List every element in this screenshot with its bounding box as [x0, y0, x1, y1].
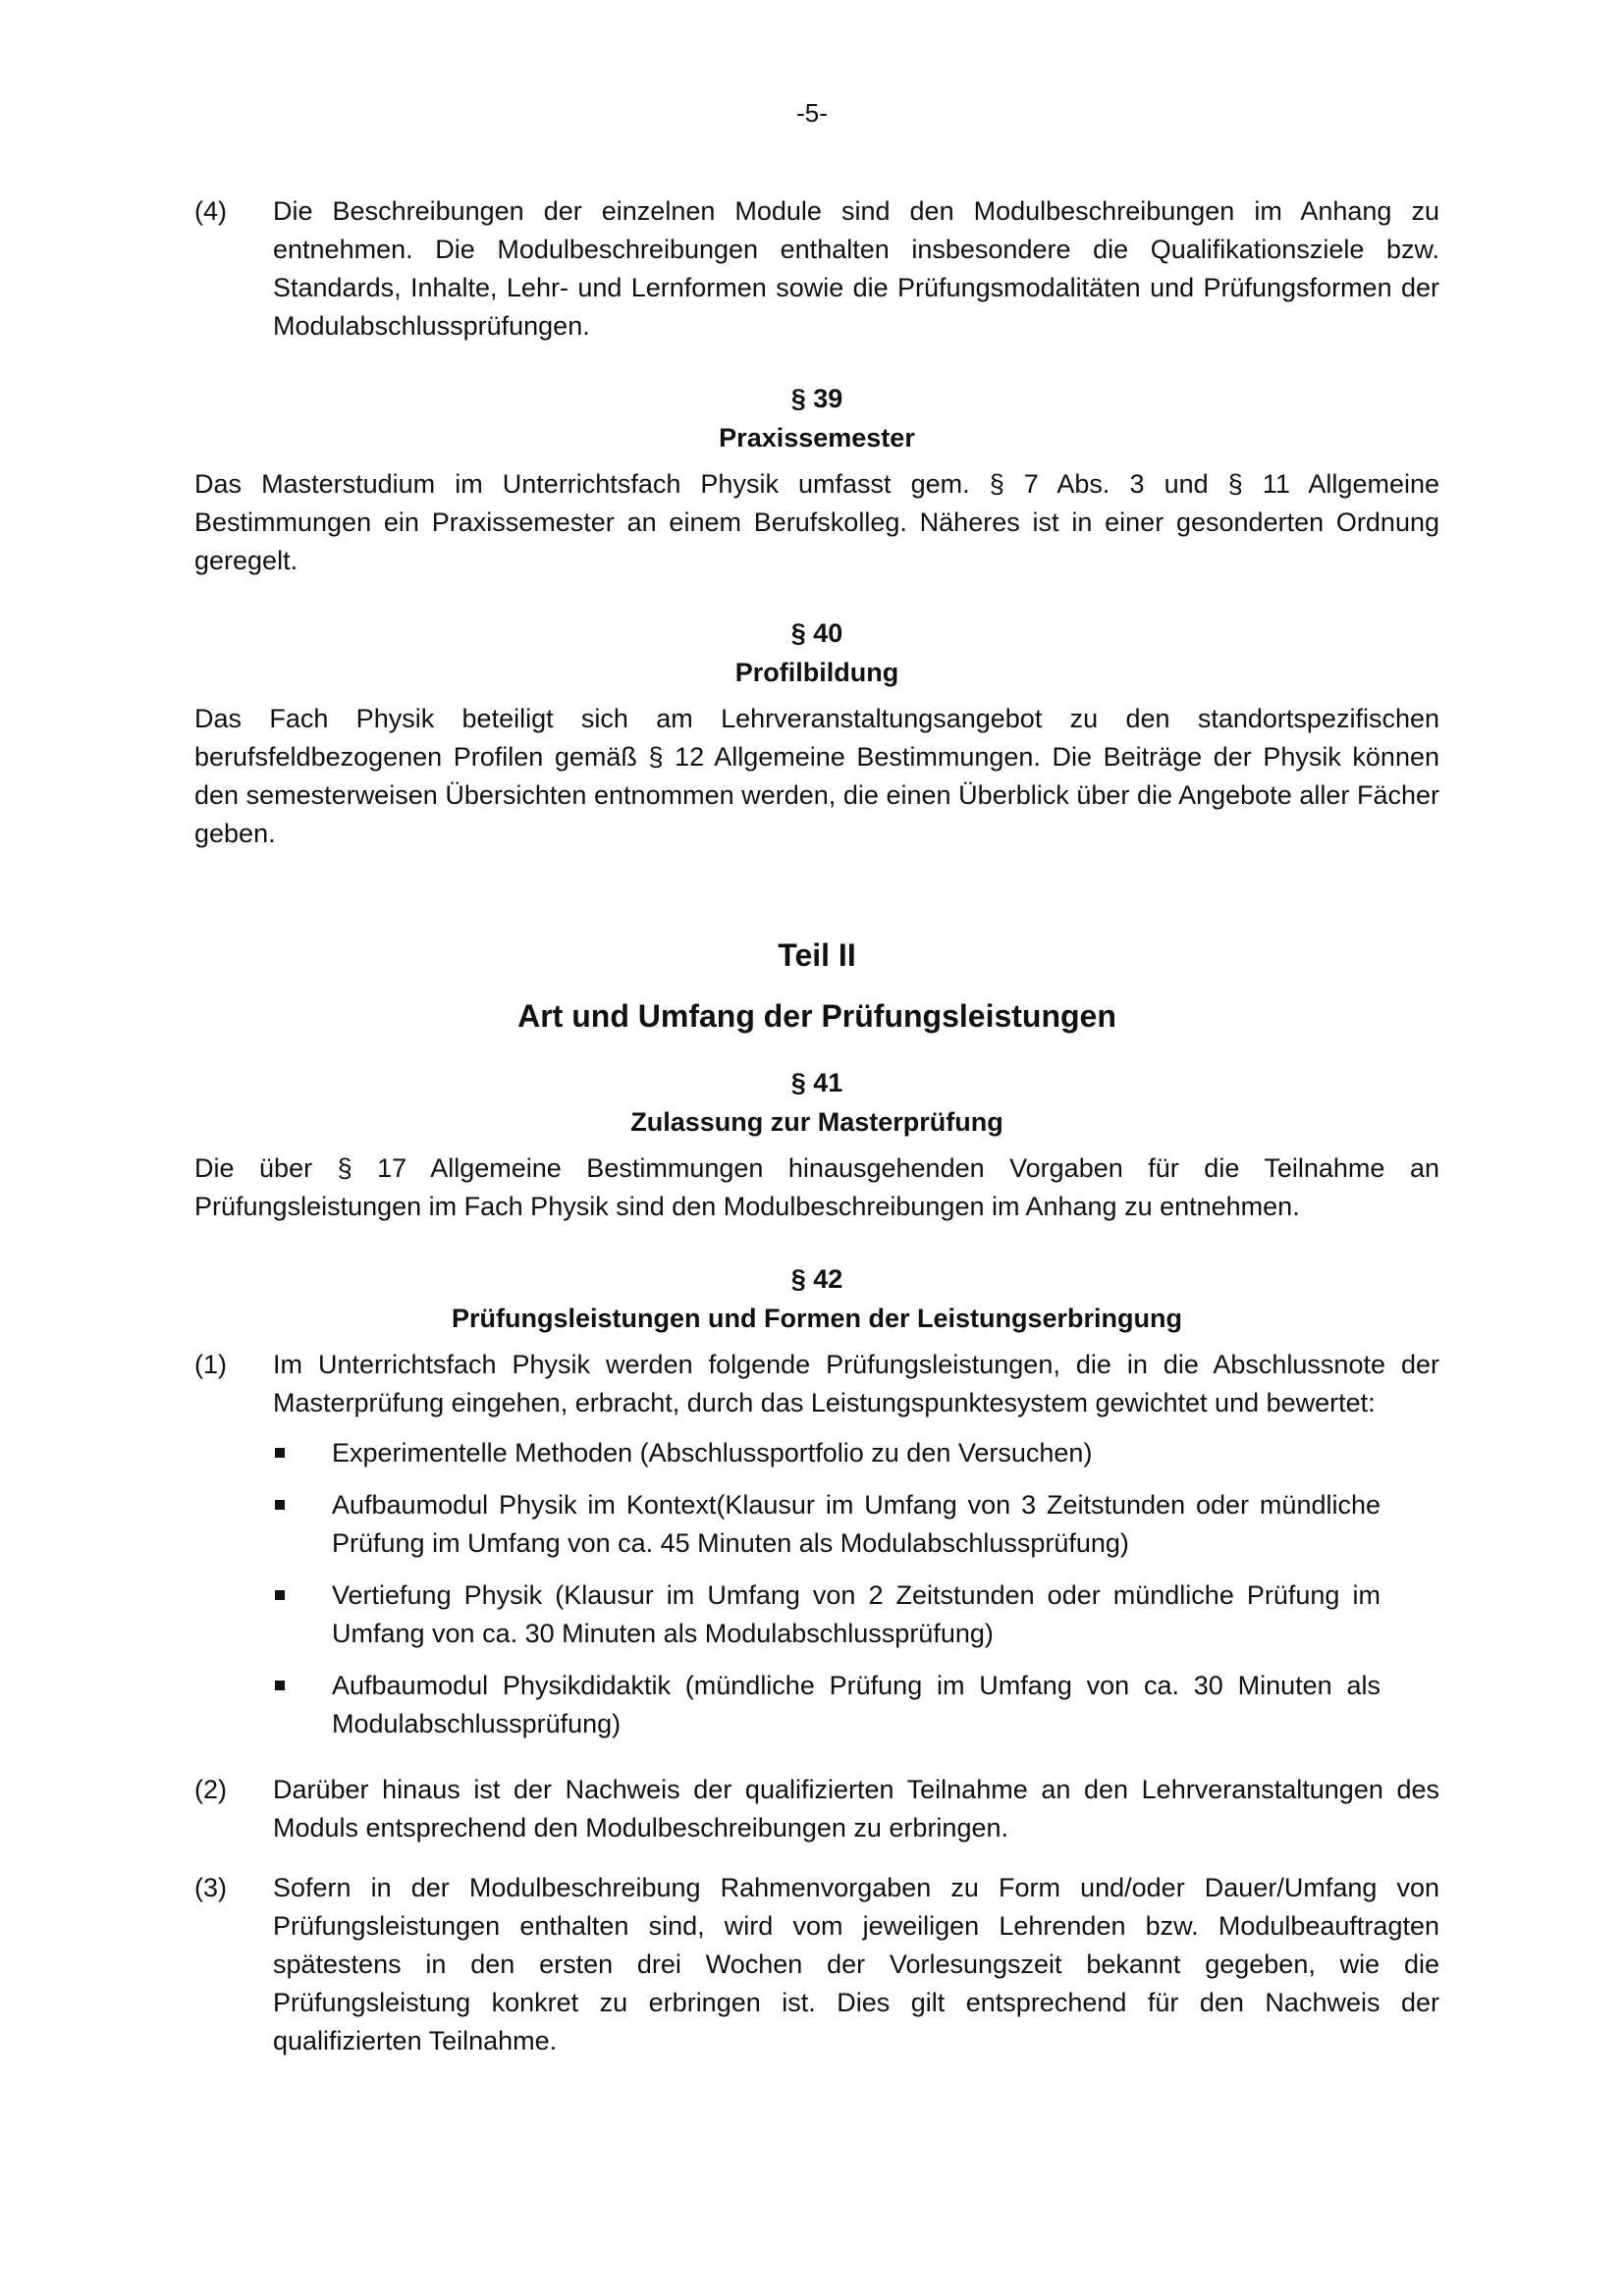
paragraph-42-3	[194, 1869, 1439, 2060]
list-item	[273, 1434, 1439, 1472]
page-content	[194, 192, 1439, 2082]
list-item-text: Experimentelle Methoden (Abschlussportfolio zu den Versuchen)	[332, 1438, 1093, 1468]
paragraph-number: (3)	[194, 1873, 227, 1902]
part-label: Teil II	[778, 937, 856, 973]
section-number: § 40	[790, 618, 843, 648]
paragraph-42-1	[194, 1346, 1439, 1757]
section-41-text: Die über § 17 Allgemeine Bestimmungen hinausgehenden Vorgaben für die Teilnahme an Prüfungsleistungen im Fach Physik sind den Modulbeschreibungen im Anhang zu entnehmen.	[194, 1153, 1439, 1221]
paragraph-4	[194, 192, 1439, 346]
section-number: § 42	[790, 1264, 843, 1294]
list-item	[273, 1576, 1439, 1653]
list-item-text: Aufbaumodul Physikdidaktik (mündliche Prüfung im Umfang von ca. 30 Minuten als Modulabschlussprüfung)	[332, 1671, 1380, 1738]
paragraph-number: (1)	[194, 1350, 227, 1379]
list-item	[273, 1667, 1439, 1743]
section-title: Profilbildung	[734, 658, 899, 687]
part-heading	[194, 934, 1439, 1038]
bullet-list	[273, 1434, 1439, 1743]
list-item-text: Vertiefung Physik (Klausur im Umfang von 2 Zeitstunden oder mündliche Prüfung im Umfang von ca. 30 Minuten als Modulabschlussprüfung)	[332, 1580, 1380, 1648]
paragraph-number: (2)	[194, 1775, 227, 1804]
section-number: § 39	[790, 384, 843, 413]
list-item	[273, 1486, 1439, 1563]
square-bullet-icon	[273, 1576, 332, 1653]
section-number: § 41	[790, 1068, 843, 1097]
page-number: -5-	[796, 98, 828, 128]
paragraph-text: Darüber hinaus ist der Nachweis der qualifizierten Teilnahme an den Lehrveranstaltungen des Moduls entsprechend den Modulbeschreibungen zu erbringen.	[273, 1775, 1439, 1842]
paragraph-body	[273, 1346, 1439, 1757]
paragraph-text: Die Beschreibungen der einzelnen Module sind den Modulbeschreibungen im Anhang zu entnehmen. Die Modulbeschreibungen enthalten insbesondere die Qualifikationsziele bzw. Standards, Inhalte, Lehr- und Lernformen sowie die Prüfungsmodalitäten und Prüfungsformen der Modulabschlussprüfungen.	[273, 196, 1439, 341]
paragraph-text: Im Unterrichtsfach Physik werden folgende Prüfungsleistungen, die in die Abschlussnote der Masterprüfung eingehen, erbracht, durch das Leistungspunktesystem gewichtet und bewertet:	[273, 1350, 1439, 1417]
section-title: Prüfungsleistungen und Formen der Leistungserbringung	[451, 1304, 1183, 1333]
square-bullet-icon	[273, 1486, 332, 1563]
section-title: Praxissemester	[719, 423, 915, 453]
square-bullet-icon	[273, 1434, 332, 1472]
section-40-heading	[194, 614, 1439, 692]
section-42-heading	[194, 1259, 1439, 1338]
part-title: Art und Umfang der Prüfungsleistungen	[517, 998, 1116, 1034]
section-40-text: Das Fach Physik beteiligt sich am Lehrveranstaltungsangebot zu den standortspezifischen berufsfeldbezogenen Profilen gemäß § 12 Allgemeine Bestimmungen. Die Beiträge der Physik können den semesterweisen Übersichten entnommen werden, die einen Überblick über die Angebote aller Fächer geben.	[194, 704, 1439, 848]
paragraph-number: (4)	[194, 196, 227, 226]
list-item-text: Aufbaumodul Physik im Kontext(Klausur im Umfang von 3 Zeitstunden oder mündliche Prüfung im Umfang von ca. 45 Minuten als Modulabschlussprüfung)	[332, 1490, 1380, 1558]
section-39-text: Das Masterstudium im Unterrichtsfach Physik umfasst gem. § 7 Abs. 3 und § 11 Allgemeine Bestimmungen ein Praxissemester an einem Berufskolleg. Näheres ist in einer gesonderten Ordnung geregelt.	[194, 469, 1439, 575]
section-39-heading	[194, 379, 1439, 457]
section-41-heading	[194, 1063, 1439, 1142]
paragraph-text: Sofern in der Modulbeschreibung Rahmenvorgaben zu Form und/oder Dauer/Umfang von Prüfungsleistungen enthalten sind, wird vom jeweiligen Lehrenden bzw. Modulbeauftragten spätestens in den ersten drei Wochen der Vorlesungszeit bekannt gegeben, wie die Prüfungsleistung konkret zu erbringen ist. Dies gilt entsprechend für den Nachweis der qualifizierten Teilnahme.	[273, 1873, 1439, 2056]
square-bullet-icon	[273, 1667, 332, 1743]
section-title: Zulassung zur Masterprüfung	[630, 1107, 1003, 1137]
paragraph-42-2	[194, 1771, 1439, 1847]
